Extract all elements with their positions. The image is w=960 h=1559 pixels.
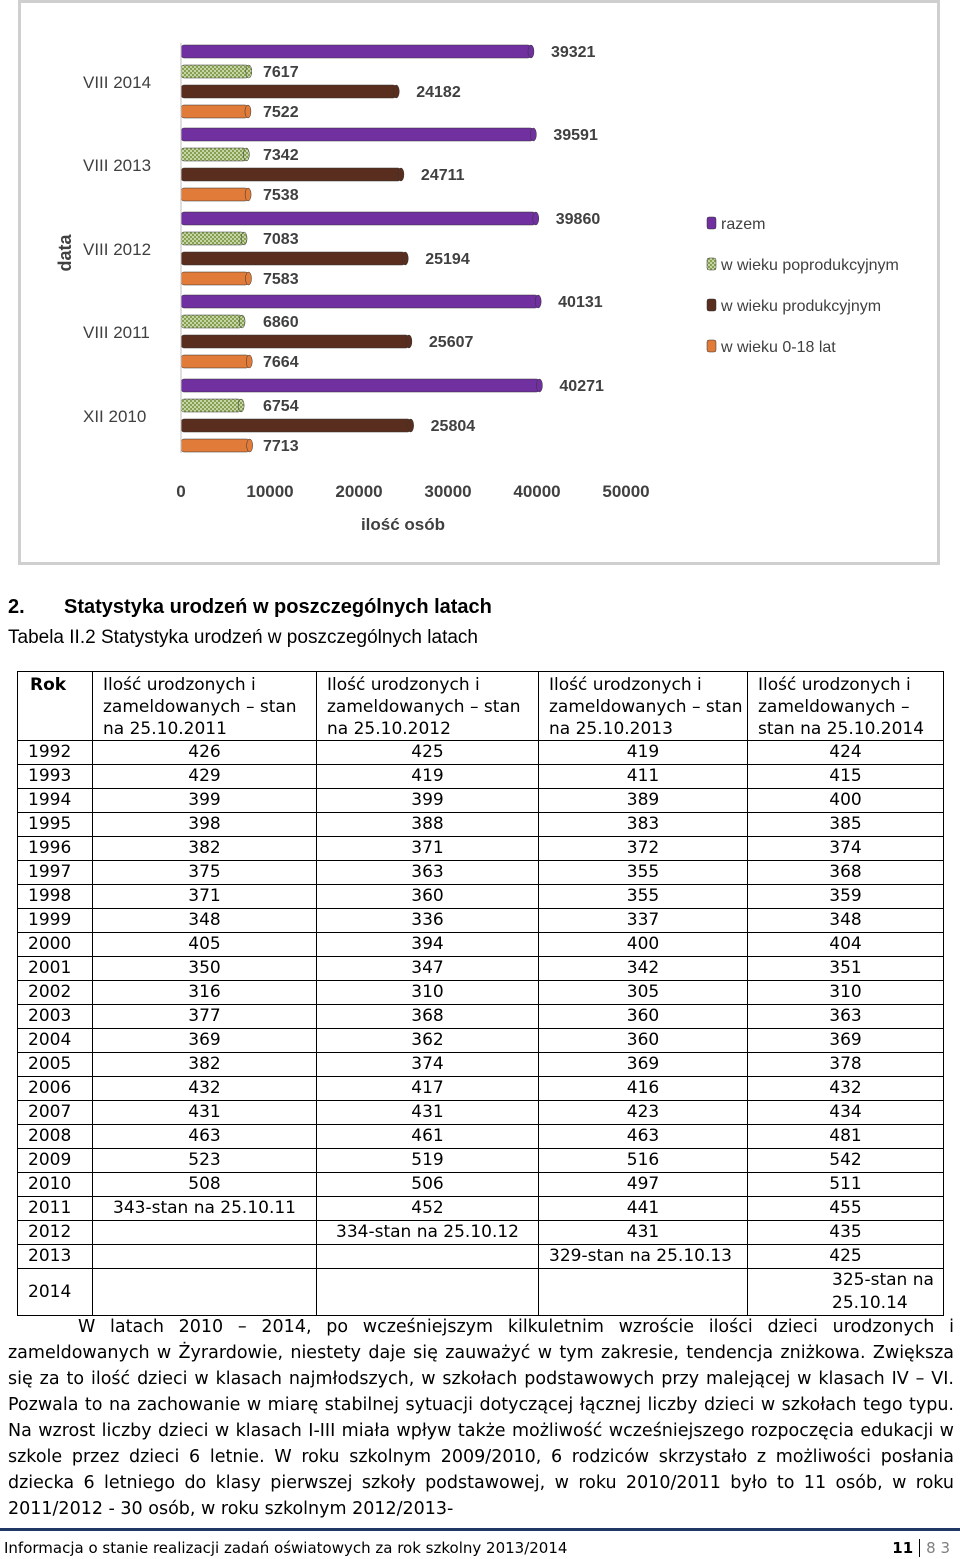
table-row: [18, 1173, 944, 1197]
value-cell: 461: [317, 1125, 539, 1149]
table-row: [18, 885, 944, 909]
bar-produkcyjny: [181, 335, 409, 348]
header-2013: Ilość urodzonych i zameldowanych – stan na 25.10.2013: [539, 672, 748, 741]
bar-end-cap: [241, 232, 247, 245]
year-cell: 2010: [18, 1173, 93, 1197]
bar-razem: [181, 295, 538, 308]
bar-produkcyjny: [181, 419, 411, 432]
value-cell: 343-stan na 25.10.11: [93, 1197, 317, 1221]
bar-0-18: [181, 188, 248, 201]
value-cell: 334-stan na 25.10.12: [317, 1221, 539, 1245]
year-cell: 2003: [18, 1005, 93, 1029]
value-cell: 363: [317, 861, 539, 885]
value-cell: 452: [317, 1197, 539, 1221]
value-cell: 463: [539, 1125, 748, 1149]
year-cell: 2001: [18, 957, 93, 981]
year-cell: 2013: [18, 1245, 93, 1269]
year-cell: 2004: [18, 1029, 93, 1053]
table-caption: Tabela II.2 Statystyka urodzeń w poszczególnych latach: [8, 627, 478, 648]
table-row: [18, 957, 944, 981]
value-cell: 511: [748, 1173, 944, 1197]
body-paragraph: [8, 1314, 954, 1522]
bar-produkcyjny: [181, 85, 396, 98]
table-row: [18, 1149, 944, 1173]
value-cell: 360: [317, 885, 539, 909]
value-cell: 351: [748, 957, 944, 981]
value-cell: 394: [317, 933, 539, 957]
bar-produkcyjny: [181, 168, 401, 181]
legend-swatch: [707, 299, 716, 311]
value-cell: 378: [748, 1053, 944, 1077]
value-cell: 434: [748, 1101, 944, 1125]
bar-end-cap: [245, 105, 251, 118]
legend-swatch: [707, 217, 716, 229]
value-cell: 431: [317, 1101, 539, 1125]
value-cell: 405: [93, 933, 317, 957]
x-tick-label: 50000: [602, 482, 650, 501]
value-cell: 337: [539, 909, 748, 933]
value-cell: 399: [317, 789, 539, 813]
x-tick-label: 30000: [424, 482, 472, 501]
value-cell: 372: [539, 837, 748, 861]
year-cell: 1997: [18, 861, 93, 885]
value-cell: 385: [748, 813, 944, 837]
section-heading: [8, 596, 492, 619]
legend-swatch: [707, 258, 716, 270]
value-cell: 398: [93, 813, 317, 837]
value-cell: 369: [748, 1029, 944, 1053]
value-cell: 431: [93, 1101, 317, 1125]
footer-page-number: [892, 1539, 950, 1557]
data-label: 40271: [559, 378, 604, 395]
value-cell: 368: [317, 1005, 539, 1029]
value-cell: 360: [539, 1029, 748, 1053]
value-cell: 374: [748, 837, 944, 861]
bar-poprodukcyjny: [181, 232, 244, 245]
data-label: 25607: [428, 334, 474, 351]
value-cell: 369: [93, 1029, 317, 1053]
legend-label: w wieku 0-18 lat: [721, 339, 836, 356]
x-tick-label: 10000: [246, 482, 294, 501]
data-label: 25194: [425, 251, 470, 268]
bar-produkcyjny: [181, 252, 405, 265]
header-2011: Ilość urodzonych i zameldowanych – stan na 25.10.2011: [93, 672, 317, 741]
bar-end-cap: [246, 355, 252, 368]
value-cell: 348: [93, 909, 317, 933]
chart-container: [18, 0, 940, 565]
value-cell: 523: [93, 1149, 317, 1173]
year-cell: 1995: [18, 813, 93, 837]
page-total: 8 3: [926, 1539, 950, 1557]
bar-poprodukcyjny: [181, 315, 242, 328]
table-row: [18, 1221, 944, 1245]
data-label: 40131: [558, 294, 603, 311]
value-cell: 399: [93, 789, 317, 813]
bar-end-cap: [245, 272, 251, 285]
value-cell: 481: [748, 1125, 944, 1149]
value-cell: 416: [539, 1077, 748, 1101]
data-label: 39591: [553, 127, 598, 144]
year-cell: 2005: [18, 1053, 93, 1077]
value-cell: 497: [539, 1173, 748, 1197]
table-header-row: [18, 672, 944, 741]
year-cell: 2002: [18, 981, 93, 1005]
table-row: [18, 765, 944, 789]
value-cell: 419: [539, 741, 748, 765]
data-label: 25804: [430, 418, 476, 435]
value-cell: 305: [539, 981, 748, 1005]
table-body: [18, 741, 944, 1316]
value-cell: 336: [317, 909, 539, 933]
value-cell: 368: [748, 861, 944, 885]
value-cell: 542: [748, 1149, 944, 1173]
year-cell: 2008: [18, 1125, 93, 1149]
value-cell: 425: [748, 1245, 944, 1269]
bar-end-cap: [398, 168, 404, 181]
value-cell: 350: [93, 957, 317, 981]
year-cell: 1998: [18, 885, 93, 909]
header-2014: Ilość urodzonych i zameldowanych – stan na 25.10.2014: [748, 672, 944, 741]
year-cell: 2006: [18, 1077, 93, 1101]
value-cell: 463: [93, 1125, 317, 1149]
bar-chart: [21, 3, 943, 568]
year-cell: 2014: [18, 1269, 93, 1316]
bar-end-cap: [239, 315, 245, 328]
value-cell: 362: [317, 1029, 539, 1053]
bar-end-cap: [406, 335, 412, 348]
header-year: Rok: [18, 672, 93, 741]
value-cell: [539, 1269, 748, 1316]
bar-end-cap: [393, 85, 399, 98]
section-title: Statystyka urodzeń w poszczególnych latach: [64, 596, 492, 618]
value-cell: 382: [93, 1053, 317, 1077]
value-cell: 377: [93, 1005, 317, 1029]
table-row: [18, 1101, 944, 1125]
paragraph-text: W latach 2010 – 2014, po wcześniejszym kilkuletnim wzroście ilości dzieci urodzonych i zameldowanych w Żyrardowie, niestety daje się zauważyć w tym zakresie, tendencja zniżkowa. Zwiększa się za to ilość dzieci w klasach najmłodszych, w szkołach podstawowych przy malejącej w klasach IV – VI. Pozwala to na zachowanie w miarę stabilnej sytuacji dotyczącej łącznej liczby dzieci w szkołach tego typu. Na wzrost liczby dzieci w klasach I-III miała wpływ także możliwość wcześniejszego rozpoczęcia edukacji w szkole przez dzieci 6 letnie. W roku szkolnym 2009/2010, 6 rodziców skrzystało z możliwości posłania dziecka 6 letniego do klasy pierwszej szkoły podstawowej, w roku 2010/2011 było to 11 osób, w roku 2011/2012 - 30 osób, w roku szkolnym 2012/2013-: [8, 1317, 954, 1519]
year-cell: 1994: [18, 789, 93, 813]
year-cell: 2000: [18, 933, 93, 957]
category-label: XII 2010: [83, 407, 147, 426]
category-label: VIII 2014: [83, 73, 152, 92]
table-row: [18, 1029, 944, 1053]
data-label: 7538: [263, 187, 299, 204]
data-label: 7342: [263, 147, 299, 164]
value-cell: 371: [93, 885, 317, 909]
data-label: 7617: [263, 64, 299, 81]
value-cell: 310: [748, 981, 944, 1005]
value-cell: 417: [317, 1077, 539, 1101]
table-row: [18, 1053, 944, 1077]
legend-label: razem: [721, 216, 766, 233]
bar-end-cap: [530, 128, 536, 141]
bar-end-cap: [247, 439, 253, 452]
data-label: 7583: [263, 271, 299, 288]
value-cell: 371: [317, 837, 539, 861]
bar-poprodukcyjny: [181, 148, 246, 161]
value-cell: 359: [748, 885, 944, 909]
bar-end-cap: [238, 399, 244, 412]
value-cell: 383: [539, 813, 748, 837]
bar-end-cap: [243, 148, 249, 161]
bar-razem: [181, 45, 531, 58]
table-row: [18, 813, 944, 837]
value-cell: 374: [317, 1053, 539, 1077]
bar-0-18: [181, 439, 250, 452]
value-cell: 506: [317, 1173, 539, 1197]
bar-end-cap: [245, 188, 251, 201]
value-cell: 435: [748, 1221, 944, 1245]
table-row: [18, 789, 944, 813]
value-cell: [317, 1269, 539, 1316]
value-cell: 347: [317, 957, 539, 981]
value-cell: 369: [539, 1053, 748, 1077]
table-row: [18, 861, 944, 885]
year-cell: 1993: [18, 765, 93, 789]
value-cell: 316: [93, 981, 317, 1005]
value-cell: 432: [93, 1077, 317, 1101]
data-label: 6754: [263, 398, 299, 415]
bar-end-cap: [246, 65, 252, 78]
value-cell: 360: [539, 1005, 748, 1029]
data-label: 7522: [263, 104, 299, 121]
value-cell: 355: [539, 861, 748, 885]
x-tick-label: 20000: [335, 482, 383, 501]
value-cell: 508: [93, 1173, 317, 1197]
legend-swatch: [707, 340, 716, 352]
value-cell: [93, 1221, 317, 1245]
data-label: 7664: [263, 354, 299, 371]
legend-label: w wieku produkcyjnym: [721, 298, 882, 315]
value-cell: [93, 1269, 317, 1316]
table-row: [18, 741, 944, 765]
data-label: 7713: [263, 438, 299, 455]
table-row: [18, 1125, 944, 1149]
value-cell: 429: [93, 765, 317, 789]
y-axis-label: data: [55, 234, 75, 272]
bar-end-cap: [533, 212, 539, 225]
value-cell: 310: [317, 981, 539, 1005]
value-cell: 431: [539, 1221, 748, 1245]
bar-end-cap: [528, 45, 534, 58]
bar-end-cap: [408, 419, 414, 432]
bar-poprodukcyjny: [181, 65, 249, 78]
value-cell: 519: [317, 1149, 539, 1173]
data-label: 24182: [416, 84, 461, 101]
table-row: [18, 909, 944, 933]
bar-end-cap: [535, 295, 541, 308]
value-cell: 404: [748, 933, 944, 957]
value-cell: 411: [539, 765, 748, 789]
value-cell: 348: [748, 909, 944, 933]
x-tick-label: 40000: [513, 482, 561, 501]
table-row: [18, 933, 944, 957]
value-cell: 424: [748, 741, 944, 765]
bar-razem: [181, 212, 536, 225]
year-cell: 2009: [18, 1149, 93, 1173]
bar-end-cap: [536, 379, 542, 392]
value-cell: 375: [93, 861, 317, 885]
table-row: [18, 1269, 944, 1316]
data-label: 7083: [263, 231, 299, 248]
x-tick-label: 0: [176, 482, 186, 501]
bar-0-18: [181, 105, 248, 118]
data-label: 39321: [550, 44, 596, 61]
bar-razem: [181, 128, 533, 141]
value-cell: 329-stan na 25.10.13: [539, 1245, 748, 1269]
value-cell: 423: [539, 1101, 748, 1125]
value-cell: 388: [317, 813, 539, 837]
table-row: [18, 981, 944, 1005]
value-cell: 342: [539, 957, 748, 981]
bar-0-18: [181, 355, 249, 368]
bar-end-cap: [402, 252, 408, 265]
bar-razem: [181, 379, 539, 392]
table-row: [18, 1245, 944, 1269]
value-cell: 516: [539, 1149, 748, 1173]
data-label: 24711: [420, 167, 465, 184]
section-number: 2.: [8, 596, 25, 618]
value-cell: 425: [317, 741, 539, 765]
footer-divider: [0, 1528, 960, 1531]
bar-poprodukcyjny: [181, 399, 241, 412]
category-label: VIII 2013: [83, 156, 152, 175]
value-cell: 400: [539, 933, 748, 957]
table-row: [18, 837, 944, 861]
value-cell: [93, 1245, 317, 1269]
value-cell: 419: [317, 765, 539, 789]
table-row: [18, 1197, 944, 1221]
year-cell: 2012: [18, 1221, 93, 1245]
value-cell: [317, 1245, 539, 1269]
year-cell: 1992: [18, 741, 93, 765]
year-cell: 2011: [18, 1197, 93, 1221]
category-label: VIII 2011: [83, 323, 150, 342]
value-cell: 426: [93, 741, 317, 765]
value-cell: 400: [748, 789, 944, 813]
footer-title: Informacja o stanie realizacji zadań oświatowych za rok szkolny 2013/2014: [4, 1539, 568, 1557]
value-cell: 363: [748, 1005, 944, 1029]
bar-0-18: [181, 272, 248, 285]
year-cell: 1996: [18, 837, 93, 861]
data-label: 6860: [263, 314, 299, 331]
value-cell: 441: [539, 1197, 748, 1221]
table-row: [18, 1077, 944, 1101]
value-cell: 382: [93, 837, 317, 861]
value-cell: 432: [748, 1077, 944, 1101]
legend-label: w wieku poprodukcyjnym: [721, 257, 899, 274]
value-cell: 325-stan na 25.10.14: [748, 1269, 944, 1316]
value-cell: 455: [748, 1197, 944, 1221]
value-cell: 415: [748, 765, 944, 789]
year-cell: 1999: [18, 909, 93, 933]
table-row: [18, 1005, 944, 1029]
year-cell: 2007: [18, 1101, 93, 1125]
category-label: VIII 2012: [83, 240, 152, 259]
value-cell: 355: [539, 885, 748, 909]
page-number: 11: [892, 1539, 920, 1557]
x-axis-label: ilość osób: [360, 515, 446, 534]
data-label: 39860: [555, 211, 601, 228]
header-2012: Ilość urodzonych i zameldowanych – stan na 25.10.2012: [317, 672, 539, 741]
value-cell: 389: [539, 789, 748, 813]
births-table: [17, 671, 944, 1316]
